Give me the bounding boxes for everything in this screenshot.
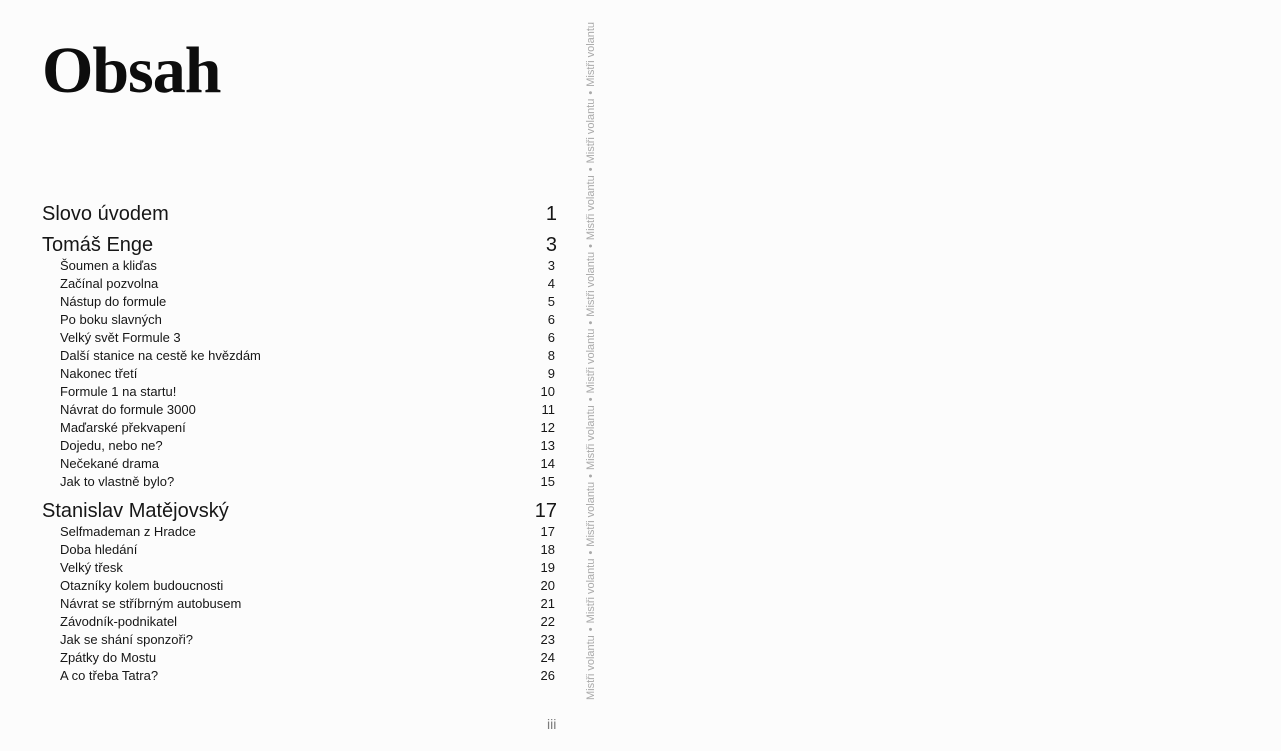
- toc-entry[interactable]: [60, 542, 555, 557]
- toc-entry-label: Maďarské překvapení: [60, 420, 186, 435]
- toc-entry-label: Formule 1 na startu!: [60, 384, 177, 399]
- bullet-icon: •: [585, 244, 597, 248]
- toc-entry[interactable]: [60, 384, 555, 399]
- toc-entry-page: 12: [540, 420, 555, 435]
- toc-entry-page: 14: [540, 456, 555, 471]
- toc-entry[interactable]: [60, 366, 555, 381]
- toc-entry-page: 21: [540, 596, 555, 611]
- side-text: Mistři volantu: [585, 635, 597, 700]
- toc-entry[interactable]: [60, 524, 555, 539]
- toc-entry[interactable]: [60, 668, 555, 683]
- toc-entry-page: 11: [541, 402, 555, 417]
- bullet-icon: •: [585, 550, 597, 555]
- bullet-icon: •: [585, 90, 597, 95]
- toc-entry-page: 19: [540, 560, 555, 575]
- bullet-icon: •: [585, 474, 597, 478]
- toc-entry-page: 9: [547, 366, 555, 381]
- toc-entry-page: 5: [547, 294, 555, 309]
- toc-entry-page: 4: [547, 276, 555, 291]
- toc-entry[interactable]: [60, 632, 555, 647]
- toc-entry-page: 20: [540, 578, 555, 593]
- toc-entry-label: Šoumen a kliďas: [60, 258, 157, 273]
- side-text: Mistři volantu: [585, 21, 597, 87]
- side-text: Mistři volantu: [585, 328, 597, 394]
- toc-entry-page: 3: [547, 258, 555, 273]
- table-of-contents: [0, 0, 600, 751]
- toc-entry[interactable]: [60, 312, 555, 327]
- toc-section-heading[interactable]: [42, 234, 557, 257]
- toc-entry-label: A co třeba Tatra?: [60, 668, 159, 683]
- toc-entry-label: Závodník-podnikatel: [60, 614, 178, 629]
- toc-entry[interactable]: [60, 348, 555, 363]
- toc-entry-label: Jak se shání sponzoři?: [60, 632, 193, 647]
- toc-entry-label: Další stanice na cestě ke hvězdám: [60, 348, 261, 363]
- toc-entry-label: Otazníky kolem budoucnosti: [60, 578, 224, 593]
- toc-entry[interactable]: [60, 614, 555, 629]
- toc-section-heading[interactable]: [42, 203, 557, 226]
- toc-section-page: 3: [545, 234, 557, 256]
- toc-entry-page: 17: [540, 524, 555, 539]
- toc-entry[interactable]: [60, 330, 555, 345]
- toc-entry-page: 6: [547, 312, 555, 327]
- toc-entry[interactable]: [60, 456, 555, 471]
- toc-section-label: Stanislav Matějovský: [42, 500, 229, 522]
- toc-entry-label: Po boku slavných: [60, 312, 162, 327]
- toc-entry-label: Návrat do formule 3000: [60, 402, 196, 417]
- side-text: Mistři volantu: [585, 558, 597, 624]
- side-text: Mistři volantu: [585, 481, 597, 547]
- toc-entry-label: Nástup do formule: [60, 294, 167, 309]
- bullet-icon: •: [585, 397, 597, 402]
- toc-entry-label: Doba hledání: [60, 542, 138, 557]
- toc-section-page: 1: [545, 203, 557, 225]
- toc-entry[interactable]: [60, 596, 555, 611]
- toc-entry[interactable]: [60, 438, 555, 453]
- side-text: Mistři volantu: [585, 251, 597, 317]
- toc-entry-label: Nečekané drama: [60, 456, 159, 471]
- toc-entry-page: 24: [540, 650, 555, 665]
- toc-entry-page: 15: [540, 474, 555, 489]
- toc-entry-label: Zpátky do Mostu: [60, 650, 157, 665]
- toc-entry-page: 18: [540, 542, 555, 557]
- toc-entry[interactable]: [60, 276, 555, 291]
- toc-entry[interactable]: [60, 258, 555, 273]
- bullet-icon: •: [585, 320, 597, 325]
- side-text: Mistři volantu: [585, 175, 597, 241]
- toc-entry[interactable]: [60, 420, 555, 435]
- toc-entry-page: 10: [540, 384, 555, 399]
- toc-entry-label: Dojedu, nebo ne?: [60, 438, 163, 453]
- toc-entry[interactable]: [60, 560, 555, 575]
- page-title: Obsah: [42, 34, 221, 107]
- toc-section-heading[interactable]: [42, 500, 557, 523]
- toc-section-page: 17: [534, 500, 557, 522]
- toc-entry[interactable]: [60, 402, 555, 417]
- toc-section-label: Slovo úvodem: [42, 203, 169, 225]
- toc-entry-label: Návrat se stříbrným autobusem: [60, 596, 242, 611]
- toc-entry[interactable]: [60, 474, 555, 489]
- toc-entry-page: 6: [547, 330, 555, 345]
- toc-entry-page: 23: [540, 632, 555, 647]
- toc-entry[interactable]: [60, 650, 555, 665]
- toc-entry-page: 13: [540, 438, 555, 453]
- toc-entry-label: Velký třesk: [60, 560, 123, 575]
- toc-entry-label: Začínal pozvolna: [60, 276, 159, 291]
- bullet-icon: •: [585, 627, 597, 632]
- toc-entry-label: Velký svět Formule 3: [60, 330, 181, 345]
- toc-entry[interactable]: [60, 294, 555, 309]
- toc-entry-label: Nakonec třetí: [60, 366, 138, 381]
- toc-section-label: Tomáš Enge: [42, 234, 154, 256]
- page-number: iii: [547, 716, 557, 732]
- bullet-icon: •: [585, 167, 597, 172]
- side-text: Mistři volantu: [585, 98, 597, 164]
- toc-entry-page: 8: [547, 348, 555, 363]
- toc-entry-label: Selfmademan z Hradce: [60, 524, 196, 539]
- toc-entry-page: 22: [540, 614, 555, 629]
- toc-entry-page: 26: [540, 668, 555, 683]
- toc-entry-label: Jak to vlastně bylo?: [60, 474, 175, 489]
- toc-entry[interactable]: [60, 578, 555, 593]
- side-text: Mistři volantu: [585, 405, 597, 471]
- side-running-title: [581, 21, 1281, 700]
